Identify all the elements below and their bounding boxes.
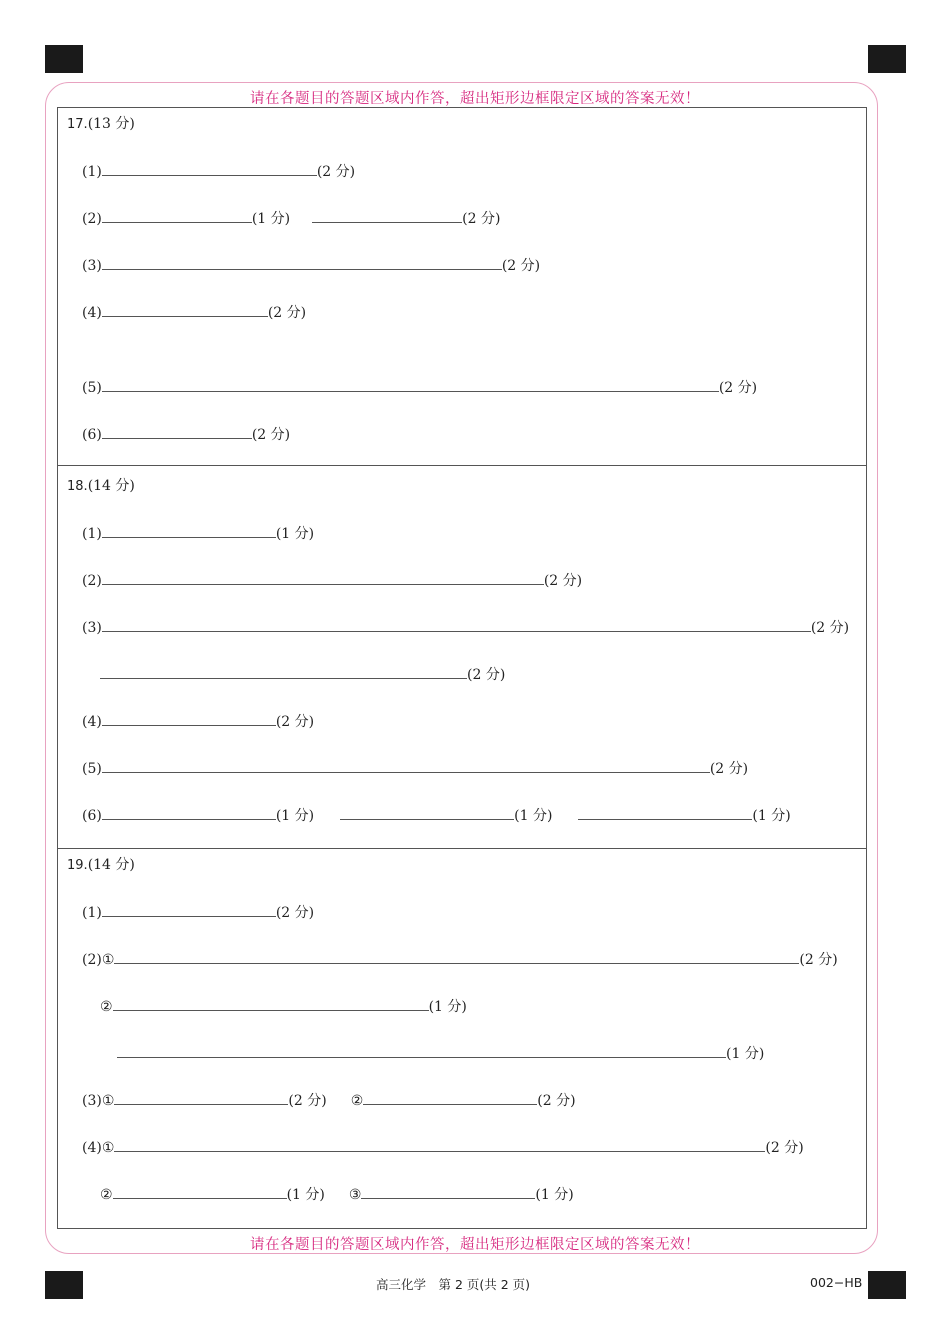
question-18-title bbox=[67, 475, 135, 495]
q19-2-2-answer-blank-1[interactable] bbox=[113, 996, 429, 1011]
question-17-number: 17. bbox=[67, 117, 88, 132]
question-19-title bbox=[67, 854, 135, 874]
q18-part-3: (3) (2 分) bbox=[82, 617, 849, 637]
q18-part-4: (4) (2 分) bbox=[82, 711, 314, 731]
q18-part-6: (6) (1 分) (1 分) (1 分) bbox=[82, 805, 791, 825]
corner-marker-top-right bbox=[868, 45, 906, 73]
corner-marker-bottom-left bbox=[45, 1271, 83, 1299]
q17-part-1: (1) (2 分) bbox=[82, 161, 355, 181]
footer-code: 002−HB bbox=[810, 1275, 863, 1290]
q17-part-6: (6) (2 分) bbox=[82, 424, 290, 444]
q17-1-answer-blank[interactable] bbox=[102, 161, 317, 176]
q18-5-answer-blank[interactable] bbox=[102, 758, 710, 773]
q18-part-5: (5) (2 分) bbox=[82, 758, 748, 778]
question-19-number: 19. bbox=[67, 858, 88, 873]
q19-part-4-1: (4)① (2 分) bbox=[82, 1137, 804, 1157]
q18-6-answer-blank-3[interactable] bbox=[578, 805, 752, 820]
q17-2-answer-blank-2[interactable] bbox=[312, 208, 462, 223]
q18-6-answer-blank-2[interactable] bbox=[340, 805, 514, 820]
q18-3-answer-blank-1[interactable] bbox=[102, 617, 811, 632]
q17-part-3: (3) (2 分) bbox=[82, 255, 540, 275]
q18-3-answer-blank-2[interactable] bbox=[100, 664, 467, 679]
warning-bottom: 请在各题目的答题区域内作答，超出矩形边框限定区域的答案无效！ bbox=[250, 1237, 700, 1253]
q19-4-2-answer-blank[interactable] bbox=[113, 1184, 287, 1199]
question-19-score: (14 分) bbox=[87, 857, 135, 873]
q17-3-answer-blank[interactable] bbox=[102, 255, 502, 270]
q19-part-4-2: ② (1 分) ③ (1 分) bbox=[100, 1184, 574, 1204]
corner-marker-top-left bbox=[45, 45, 83, 73]
q18-part-3-cont: (2 分) bbox=[100, 664, 505, 684]
q17-4-answer-blank[interactable] bbox=[102, 302, 268, 317]
q18-part-2: (2) (2 分) bbox=[82, 570, 582, 590]
q18-1-answer-blank[interactable] bbox=[102, 523, 276, 538]
q17-part-5: (5) (2 分) bbox=[82, 377, 757, 397]
q17-6-answer-blank[interactable] bbox=[102, 424, 252, 439]
question-18-number: 18. bbox=[67, 479, 88, 494]
q19-3-1-answer-blank[interactable] bbox=[114, 1090, 288, 1105]
q19-2-2-answer-blank-2[interactable] bbox=[117, 1043, 726, 1058]
q19-part-2-2: ② (1 分) bbox=[100, 996, 467, 1016]
q17-5-answer-blank[interactable] bbox=[102, 377, 719, 392]
q18-2-answer-blank[interactable] bbox=[102, 570, 544, 585]
footer-page-info: 高三化学 第 2 页(共 2 页) bbox=[376, 1277, 531, 1292]
question-17-title bbox=[67, 113, 135, 133]
q19-part-2-2-cont: (1 分) bbox=[117, 1043, 764, 1063]
q17-part-2: (2) (1 分) (2 分) bbox=[82, 208, 500, 228]
q19-1-answer-blank[interactable] bbox=[102, 902, 276, 917]
q19-2-1-answer-blank[interactable] bbox=[114, 949, 799, 964]
q18-6-answer-blank-1[interactable] bbox=[102, 805, 276, 820]
q17-2-answer-blank-1[interactable] bbox=[102, 208, 252, 223]
q19-4-1-answer-blank[interactable] bbox=[114, 1137, 765, 1152]
question-17-score: (13 分) bbox=[87, 116, 135, 132]
q17-part-4: (4) (2 分) bbox=[82, 302, 306, 322]
q19-part-3: (3)① (2 分) ② (2 分) bbox=[82, 1090, 576, 1110]
q19-4-3-answer-blank[interactable] bbox=[361, 1184, 535, 1199]
q19-part-2-1: (2)① (2 分) bbox=[82, 949, 838, 969]
question-18-score: (14 分) bbox=[87, 478, 135, 494]
q19-part-1: (1) (2 分) bbox=[82, 902, 314, 922]
q19-3-2-answer-blank[interactable] bbox=[363, 1090, 537, 1105]
warning-top: 请在各题目的答题区域内作答，超出矩形边框限定区域的答案无效！ bbox=[250, 91, 700, 107]
q18-part-1: (1) (1 分) bbox=[82, 523, 314, 543]
q18-4-answer-blank[interactable] bbox=[102, 711, 276, 726]
corner-marker-bottom-right bbox=[868, 1271, 906, 1299]
